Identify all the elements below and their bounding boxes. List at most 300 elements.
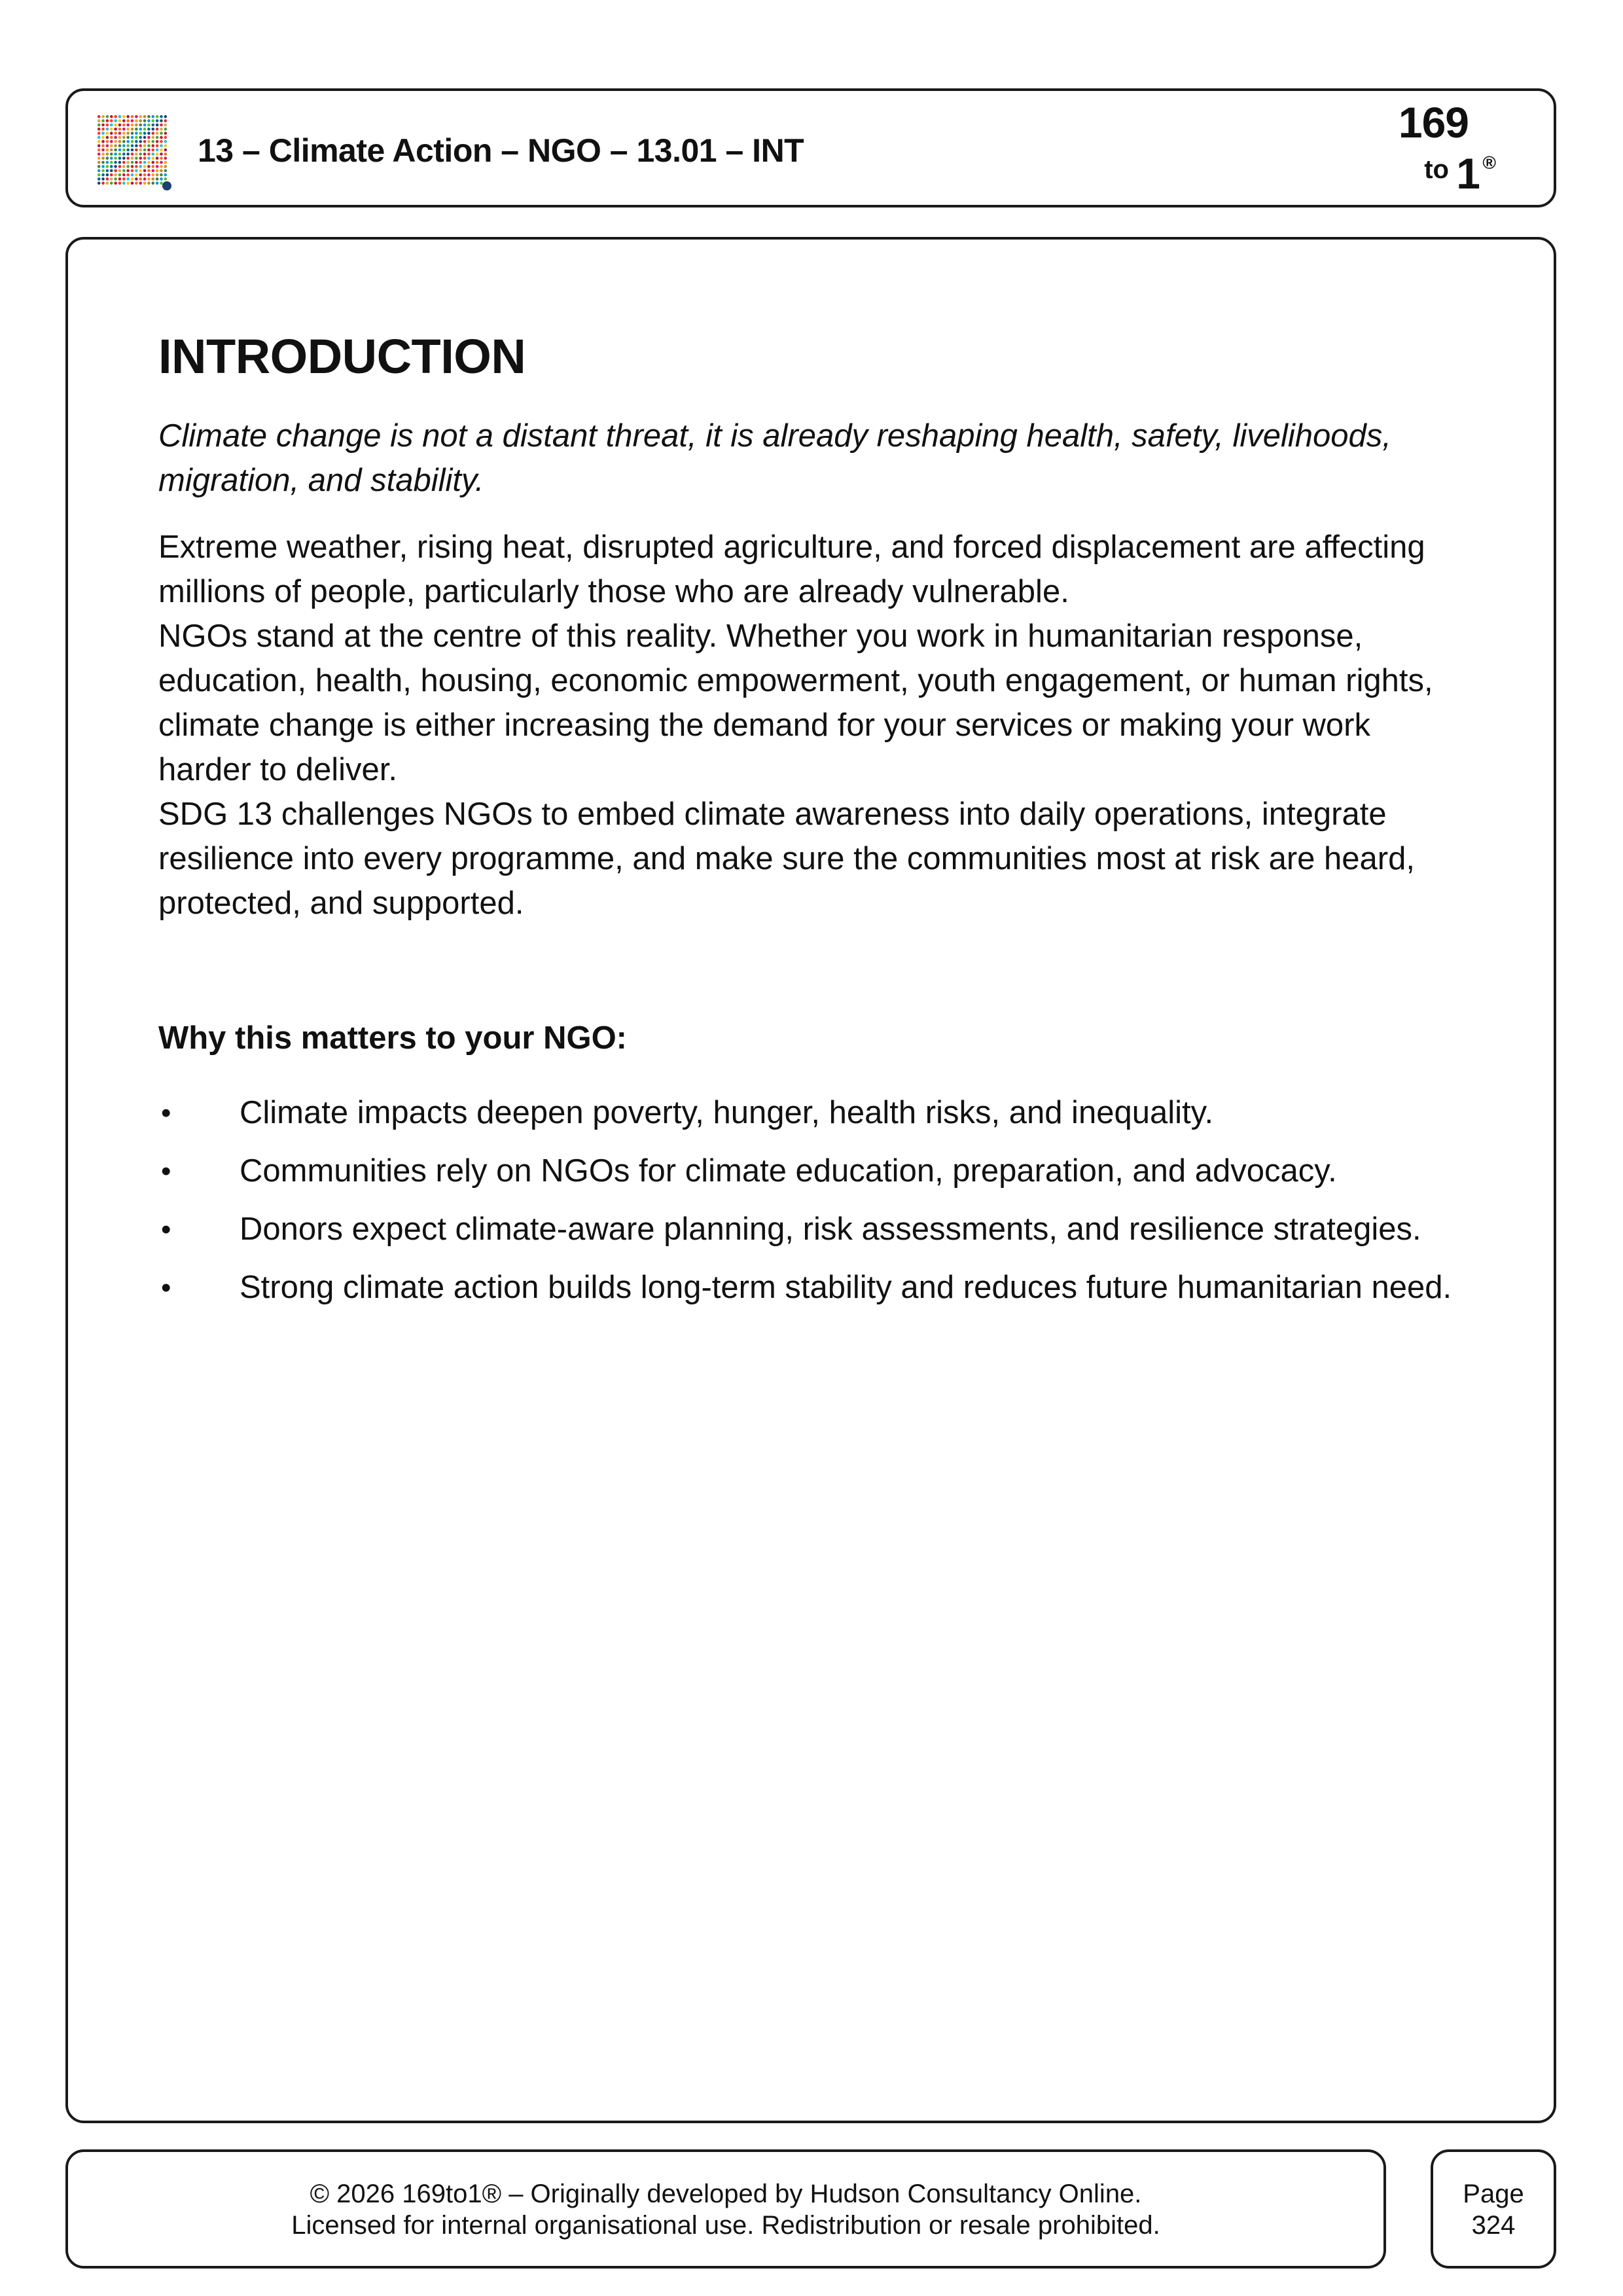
logo-grid-dot <box>122 144 126 147</box>
logo-grid-dot <box>160 128 163 131</box>
logo-grid-dot <box>131 165 134 168</box>
logo-grid-dot <box>131 136 134 139</box>
logo-grid-dot <box>139 152 142 156</box>
logo-grid-dot <box>98 115 101 118</box>
logo-grid-dot <box>98 149 101 152</box>
logo-grid-dot <box>110 177 113 181</box>
logo-grid-dot <box>122 119 126 122</box>
logo-grid-dot <box>101 182 105 185</box>
logo-grid-dot <box>147 177 151 181</box>
list-item-text: Communities rely on NGOs for climate education, preparation, and advocacy. <box>240 1153 1337 1189</box>
logo-grid-dot <box>143 149 147 152</box>
logo-grid-dot <box>110 140 113 143</box>
logo-grid-dot <box>122 140 126 143</box>
logo-grid-dot <box>156 136 159 139</box>
logo-grid-dot <box>156 128 159 131</box>
bullet-icon: • <box>161 1155 171 1187</box>
logo-grid-dot <box>106 136 109 139</box>
logo-grid-dot <box>114 152 117 156</box>
logo-grid-dot <box>131 119 134 122</box>
logo-grid-dot <box>98 161 101 164</box>
logo-grid-dot <box>101 119 105 122</box>
logo-grid-dot <box>110 161 113 164</box>
logo-grid-dot <box>114 136 117 139</box>
logo-grid-dot <box>164 132 168 135</box>
logo-grid-dot <box>110 169 113 172</box>
logo-grid-dot <box>143 136 147 139</box>
logo-grid-dot <box>143 165 147 168</box>
logo-grid-dot <box>147 152 151 156</box>
logo-grid-dot <box>147 156 151 160</box>
logo-grid-dot <box>151 177 154 181</box>
logo-grid-dot <box>118 156 122 160</box>
logo-grid-dot <box>106 144 109 147</box>
logo-grid-dot <box>156 182 159 185</box>
logo-grid-dot <box>101 173 105 177</box>
logo-grid-dot <box>164 140 168 143</box>
logo-grid-dot <box>151 161 154 164</box>
logo-grid-dot <box>110 165 113 168</box>
logo-grid-dot <box>131 182 134 185</box>
logo-grid-dot <box>118 161 122 164</box>
logo-grid-dot <box>118 136 122 139</box>
logo-grid-dot <box>160 140 163 143</box>
logo-grid-dot <box>139 169 142 172</box>
logo-grid-dot <box>98 132 101 135</box>
logo-grid-dot <box>131 173 134 177</box>
logo-grid-dot <box>147 132 151 135</box>
logo-grid-dot <box>101 161 105 164</box>
logo-grid-dot <box>143 140 147 143</box>
logo-grid-dot <box>143 161 147 164</box>
list-item <box>158 1259 1467 1317</box>
logo-grid-dot <box>98 124 101 127</box>
logo-grid-dot <box>143 156 147 160</box>
logo-grid-dot <box>147 119 151 122</box>
logo-grid-dot <box>106 149 109 152</box>
logo-grid-dot <box>114 119 117 122</box>
logo-grid-dot <box>151 165 154 168</box>
logo-grid-dot <box>106 140 109 143</box>
logo-grid-dot <box>135 140 138 143</box>
logo-grid-dot <box>139 165 142 168</box>
logo-grid-dot <box>139 144 142 147</box>
logo-grid-dot <box>126 156 130 160</box>
page-footer <box>65 2149 1386 2269</box>
logo-grid-dot <box>139 177 142 181</box>
logo-grid-dot <box>160 165 163 168</box>
logo-grid-dot <box>131 132 134 135</box>
logo-grid-dot <box>160 124 163 127</box>
logo-grid-dot <box>151 115 154 118</box>
logo-grid-dot <box>151 128 154 131</box>
logo-grid-dot <box>101 152 105 156</box>
logo-grid-dot <box>151 124 154 127</box>
logo-grid-dot <box>114 177 117 181</box>
logo-grid-dot <box>156 144 159 147</box>
logo-grid-dot <box>135 156 138 160</box>
logo-grid-dot <box>106 173 109 177</box>
logo-grid-dot <box>126 152 130 156</box>
logo-grid-dot <box>101 177 105 181</box>
logo-grid-dot <box>164 173 168 177</box>
bullet-icon: • <box>161 1272 171 1304</box>
logo-grid-dot <box>143 182 147 185</box>
logo-grid-dot <box>110 119 113 122</box>
logo-grid-dot <box>139 128 142 131</box>
logo-grid-dot <box>106 152 109 156</box>
logo-grid-dot <box>118 152 122 156</box>
logo-grid-dot <box>122 149 126 152</box>
logo-grid-dot <box>131 144 134 147</box>
logo-grid-dot <box>139 119 142 122</box>
logo-grid-dot <box>164 149 168 152</box>
logo-grid-dot <box>98 128 101 131</box>
logo-grid-dot <box>139 156 142 160</box>
logo-grid-dot <box>106 161 109 164</box>
logo-grid-dot <box>160 149 163 152</box>
logo-grid-dot <box>156 115 159 118</box>
logo-grid-dot <box>160 132 163 135</box>
logo-grid-dot <box>106 124 109 127</box>
logo-grid-dot <box>98 177 101 181</box>
bullet-icon: • <box>161 1097 171 1129</box>
logo-grid-dot <box>135 173 138 177</box>
logo-grid-dot <box>122 169 126 172</box>
logo-grid-dot <box>118 177 122 181</box>
logo-grid-dot <box>151 152 154 156</box>
logo-grid-dot <box>131 140 134 143</box>
brand-to: to <box>1424 155 1449 184</box>
logo-grid-dot <box>114 149 117 152</box>
logo-grid-dot <box>106 115 109 118</box>
logo-grid-dot <box>98 136 101 139</box>
introduction-heading: INTRODUCTION <box>158 329 526 384</box>
logo-grid-dot <box>131 115 134 118</box>
copyright-line: © 2026 169to1® – Originally developed by Hudson Consultancy Online. <box>310 2179 1142 2208</box>
logo-grid-dot <box>106 165 109 168</box>
logo-grid-dot <box>110 124 113 127</box>
logo-grid-dot <box>151 156 154 160</box>
page-number-box <box>1431 2149 1556 2269</box>
logo-grid-dot <box>126 161 130 164</box>
page-indicator <box>1433 2178 1554 2241</box>
logo-grid-dot <box>98 169 101 172</box>
logo-grid-dot <box>151 149 154 152</box>
introduction-body <box>158 525 1461 925</box>
sdg-dot-grid-logo <box>97 115 168 185</box>
logo-grid-dot <box>156 140 159 143</box>
logo-grid-dot <box>160 161 163 164</box>
logo-grid-dot <box>135 115 138 118</box>
logo-grid-dot <box>106 132 109 135</box>
logo-grid-dot <box>114 144 117 147</box>
logo-grid-dot <box>126 132 130 135</box>
logo-grid-dot <box>106 119 109 122</box>
logo-grid-dot <box>101 132 105 135</box>
logo-grid-dot <box>114 169 117 172</box>
logo-grid-dot <box>122 161 126 164</box>
logo-grid-dot <box>101 165 105 168</box>
logo-grid-dot <box>118 182 122 185</box>
logo-grid-dot <box>114 173 117 177</box>
logo-grid-dot <box>135 169 138 172</box>
logo-grid-dot <box>131 152 134 156</box>
logo-grid-dot <box>98 119 101 122</box>
logo-grid-dot <box>135 144 138 147</box>
logo-grid-dot <box>131 149 134 152</box>
list-item-text: Strong climate action builds long-term stability and reduces future humanitarian need. <box>240 1270 1452 1305</box>
logo-grid-dot <box>147 115 151 118</box>
logo-grid-dot <box>126 177 130 181</box>
logo-grid-dot <box>118 169 122 172</box>
logo-grid-dot <box>101 156 105 160</box>
logo-grid-dot <box>135 165 138 168</box>
logo-grid-dot <box>147 128 151 131</box>
logo-grid-dot <box>160 156 163 160</box>
logo-grid-dot <box>143 124 147 127</box>
logo-grid-dot <box>110 136 113 139</box>
logo-grid-dot <box>160 169 163 172</box>
logo-grid-dot <box>147 140 151 143</box>
logo-grid-dot <box>156 177 159 181</box>
logo-grid-dot <box>110 156 113 160</box>
introduction-lead: Climate change is not a distant threat, it is already reshaping health, safety, livelihoods, migration, and stability. <box>158 418 1391 498</box>
list-item-text: Climate impacts deepen poverty, hunger, health risks, and inequality. <box>240 1095 1214 1130</box>
logo-grid-dot <box>126 124 130 127</box>
logo-grid-dot <box>151 132 154 135</box>
logo-grid-dot <box>98 152 101 156</box>
logo-grid-dot <box>122 182 126 185</box>
logo-grid-dot <box>101 128 105 131</box>
logo-grid-dot <box>101 144 105 147</box>
logo-grid-dot <box>147 136 151 139</box>
logo-grid-dot <box>98 173 101 177</box>
logo-grid-dot <box>114 115 117 118</box>
logo-grid-dot <box>122 128 126 131</box>
logo-grid-dot <box>122 177 126 181</box>
logo-grid-dot <box>160 152 163 156</box>
logo-grid-dot <box>151 173 154 177</box>
page-number: 324 <box>1471 2211 1516 2240</box>
logo-grid-dot <box>110 182 113 185</box>
logo-grid-dot <box>131 177 134 181</box>
page-label: Page <box>1463 2179 1524 2208</box>
logo-grid-dot <box>143 115 147 118</box>
logo-grid-dot <box>118 124 122 127</box>
logo-grid-dot <box>135 132 138 135</box>
logo-grid-dot <box>135 119 138 122</box>
logo-grid-dot <box>143 128 147 131</box>
logo-grid-dot <box>101 169 105 172</box>
logo-grid-dot <box>118 115 122 118</box>
logo-grid-dot <box>147 161 151 164</box>
logo-grid-dot <box>143 119 147 122</box>
logo-grid-dot <box>139 115 142 118</box>
logo-grid-dot <box>151 144 154 147</box>
logo-grid-dot <box>143 169 147 172</box>
logo-grid-dot <box>106 156 109 160</box>
list-item <box>158 1142 1467 1200</box>
logo-grid-dot <box>147 149 151 152</box>
copyright-notice <box>68 2178 1383 2241</box>
logo-grid-dot <box>114 182 117 185</box>
logo-grid-dot <box>143 144 147 147</box>
logo-grid-dot <box>126 119 130 122</box>
logo-grid-dot <box>114 140 117 143</box>
logo-grid-dot <box>110 149 113 152</box>
logo-grid-dot <box>147 165 151 168</box>
logo-grid-dot <box>160 115 163 118</box>
logo-grid-dot <box>126 169 130 172</box>
logo-grid-dot <box>139 173 142 177</box>
logo-grid-dot <box>101 115 105 118</box>
logo-grid-dot <box>143 152 147 156</box>
logo-grid-dot <box>151 169 154 172</box>
logo-grid-dot <box>98 140 101 143</box>
why-matters-list <box>158 1084 1467 1317</box>
logo-grid-dot <box>118 140 122 143</box>
logo-grid-dot <box>110 128 113 131</box>
logo-grid-dot <box>164 124 168 127</box>
bullet-icon: • <box>161 1213 171 1246</box>
logo-grid-dot <box>160 173 163 177</box>
logo-grid-dot <box>143 177 147 181</box>
logo-grid-dot <box>151 140 154 143</box>
logo-grid-dot <box>164 165 168 168</box>
logo-grid-dot <box>143 132 147 135</box>
logo-grid-dot <box>164 161 168 164</box>
logo-grid-dot <box>118 173 122 177</box>
why-matters-heading: Why this matters to your NGO: <box>158 1020 628 1056</box>
logo-grid-dot <box>164 169 168 172</box>
logo-grid-dot <box>118 128 122 131</box>
list-item <box>158 1200 1467 1259</box>
logo-grid-dot <box>139 124 142 127</box>
section-title: 13 – Climate Action – NGO – 13.01 – INT <box>198 132 804 169</box>
logo-grid-dot <box>106 169 109 172</box>
logo-grid-dot <box>122 152 126 156</box>
logo-grid-dot <box>110 144 113 147</box>
logo-grid-dot <box>135 182 138 185</box>
logo-grid-dot <box>139 182 142 185</box>
logo-grid-dot <box>147 124 151 127</box>
logo-grid-dot <box>122 173 126 177</box>
logo-grid-dot <box>106 128 109 131</box>
logo-grid-dot <box>151 182 154 185</box>
logo-grid-dot <box>122 124 126 127</box>
logo-grid-dot <box>131 156 134 160</box>
logo-grid-dot <box>114 165 117 168</box>
logo-grid-dot <box>114 132 117 135</box>
logo-grid-dot <box>164 177 168 181</box>
logo-grid-dot <box>110 132 113 135</box>
logo-grid-dot <box>160 177 163 181</box>
logo-grid-dot <box>151 119 154 122</box>
logo-grid-dot <box>164 119 168 122</box>
logo-grid-dot <box>126 128 130 131</box>
body-paragraph: Extreme weather, rising heat, disrupted agriculture, and forced displacement are affecting millions of people, particularly those who are already vulnerable. <box>158 529 1425 609</box>
logo-grid-dot <box>147 182 151 185</box>
logo-grid-dot <box>122 136 126 139</box>
logo-grid-dot <box>135 152 138 156</box>
logo-grid-dot <box>126 136 130 139</box>
logo-grid-dot <box>160 144 163 147</box>
brand-registered-mark: ® <box>1482 152 1496 173</box>
logo-grid-dot <box>101 149 105 152</box>
logo-grid-dot <box>156 156 159 160</box>
logo-grid-dot <box>110 152 113 156</box>
brand-one: 1 <box>1456 149 1480 198</box>
brand-number: 169 <box>1398 98 1469 147</box>
logo-grid-dot <box>135 161 138 164</box>
logo-grid-dot <box>126 182 130 185</box>
logo-grid-dot <box>160 136 163 139</box>
logo-grid-dot <box>156 132 159 135</box>
content-panel <box>65 237 1556 2123</box>
page-header <box>65 88 1556 207</box>
logo-grid-dot <box>135 124 138 127</box>
logo-grid-dot <box>101 140 105 143</box>
logo-grid-dot <box>139 140 142 143</box>
logo-grid-dot <box>135 149 138 152</box>
logo-grid-dot <box>110 115 113 118</box>
logo-grid-dot <box>147 144 151 147</box>
logo-grid-dot <box>147 169 151 172</box>
logo-grid-dot <box>122 156 126 160</box>
logo-dot <box>162 181 171 190</box>
logo-grid-dot <box>139 136 142 139</box>
logo-grid-dot <box>160 119 163 122</box>
logo-grid-dot <box>147 173 151 177</box>
logo-grid-dot <box>110 173 113 177</box>
logo-grid-dot <box>164 156 168 160</box>
logo-grid-dot <box>135 177 138 181</box>
logo-grid-dot <box>98 156 101 160</box>
logo-grid-dot <box>118 144 122 147</box>
logo-grid-dot <box>98 182 101 185</box>
logo-grid-dot <box>122 132 126 135</box>
list-item-text: Donors expect climate-aware planning, risk assessments, and resilience strategies. <box>240 1211 1421 1247</box>
logo-grid-dot <box>164 128 168 131</box>
logo-grid-dot <box>118 132 122 135</box>
logo-grid-dot <box>164 136 168 139</box>
logo-grid-dot <box>151 136 154 139</box>
logo-grid-dot <box>106 177 109 181</box>
logo-grid-dot <box>156 152 159 156</box>
logo-grid-dot <box>98 144 101 147</box>
body-paragraph: SDG 13 challenges NGOs to embed climate awareness into daily operations, integrate resilience into every programme, and make sure the communities most at risk are heard, protected, and supported. <box>158 797 1415 921</box>
logo-grid-dot <box>135 128 138 131</box>
logo-grid-dot <box>164 144 168 147</box>
logo-grid-dot <box>126 149 130 152</box>
logo-grid-dot <box>101 124 105 127</box>
logo-grid-dot <box>164 152 168 156</box>
logo-grid-dot <box>114 124 117 127</box>
logo-grid-dot <box>139 149 142 152</box>
logo-grid-dot <box>143 173 147 177</box>
logo-grid-dot <box>101 136 105 139</box>
logo-grid-dot <box>118 165 122 168</box>
logo-grid-dot <box>156 149 159 152</box>
license-line: Licensed for internal organisational use. Redistribution or resale prohibited. <box>291 2211 1160 2240</box>
logo-grid-dot <box>139 161 142 164</box>
logo-grid-dot <box>126 165 130 168</box>
logo-grid-dot <box>106 182 109 185</box>
logo-grid-dot <box>131 161 134 164</box>
logo-grid-dot <box>131 169 134 172</box>
list-item <box>158 1084 1467 1142</box>
